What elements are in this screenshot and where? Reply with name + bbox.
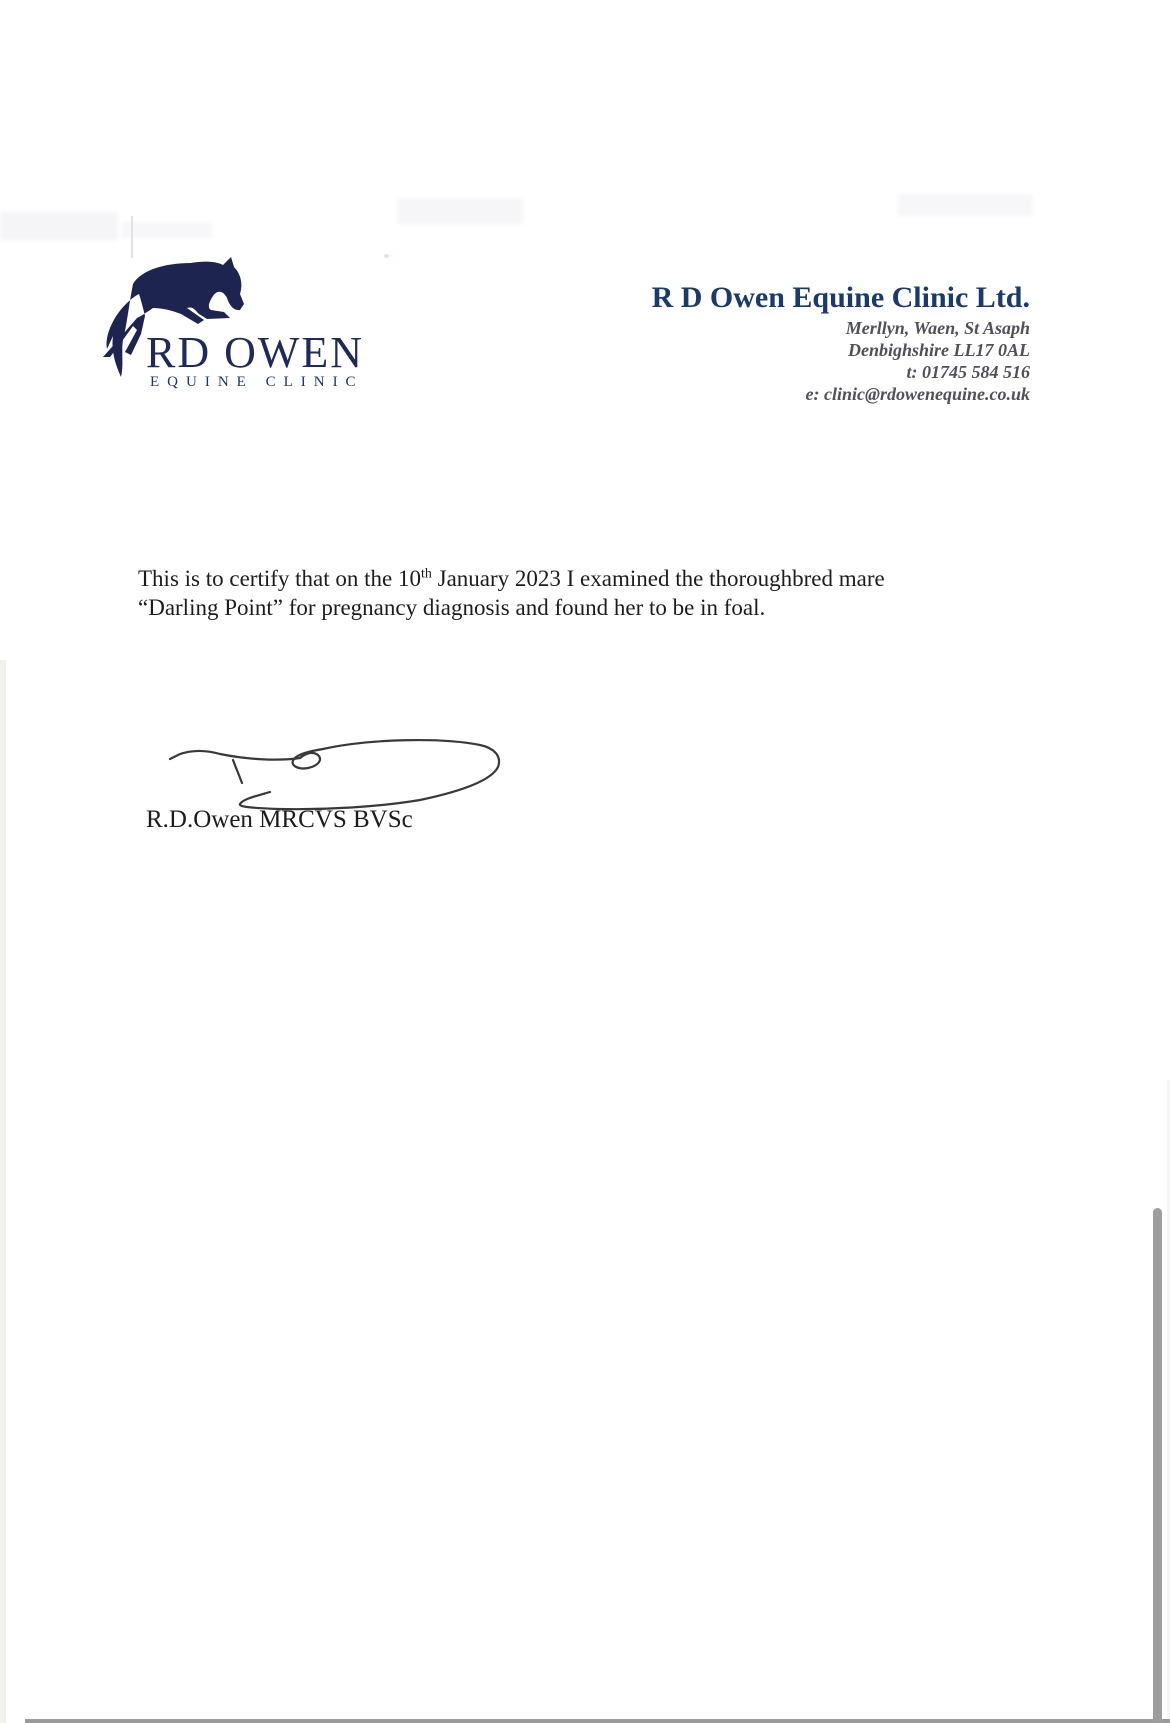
scan-smudge: [0, 212, 118, 240]
signee-name: R.D.Owen MRCVS BVSc: [146, 806, 413, 833]
letterhead: [652, 281, 1030, 405]
certificate-line-1-continued: January 2023 I examined the thoroughbred mare: [431, 566, 885, 591]
scan-smudge: [898, 194, 1033, 216]
address-line-2: Denbighshire LL17 0AL: [847, 340, 1030, 360]
scan-smudge: [122, 222, 212, 238]
scan-smudge: [398, 198, 523, 224]
email-line: e: clinic@rdowenequine.co.uk: [805, 384, 1030, 404]
certificate-line-2: “Darling Point” for pregnancy diagnosis and found her to be in foal.: [138, 595, 766, 620]
company-name: R D Owen Equine Clinic Ltd.: [651, 281, 1030, 314]
scrollbar-thumb[interactable]: [1153, 1208, 1162, 1723]
ordinal-superscript: th: [420, 566, 432, 582]
certificate-line-1-text: This is to certify that on the 10: [138, 566, 421, 591]
logo-subtitle: EQUINE CLINIC: [150, 374, 364, 390]
certificate-line-1: [138, 564, 938, 593]
logo-wordmark: RD OWEN: [146, 328, 365, 377]
page-edge-left: [0, 660, 6, 1723]
address-line-1: Merllyn, Waen, St Asaph: [845, 318, 1030, 338]
phone-line: t: 01745 584 516: [906, 362, 1030, 382]
scan-ink-dot: [384, 254, 389, 258]
certificate-statement: [138, 564, 938, 622]
page-edge-bottom: [25, 1719, 1170, 1723]
